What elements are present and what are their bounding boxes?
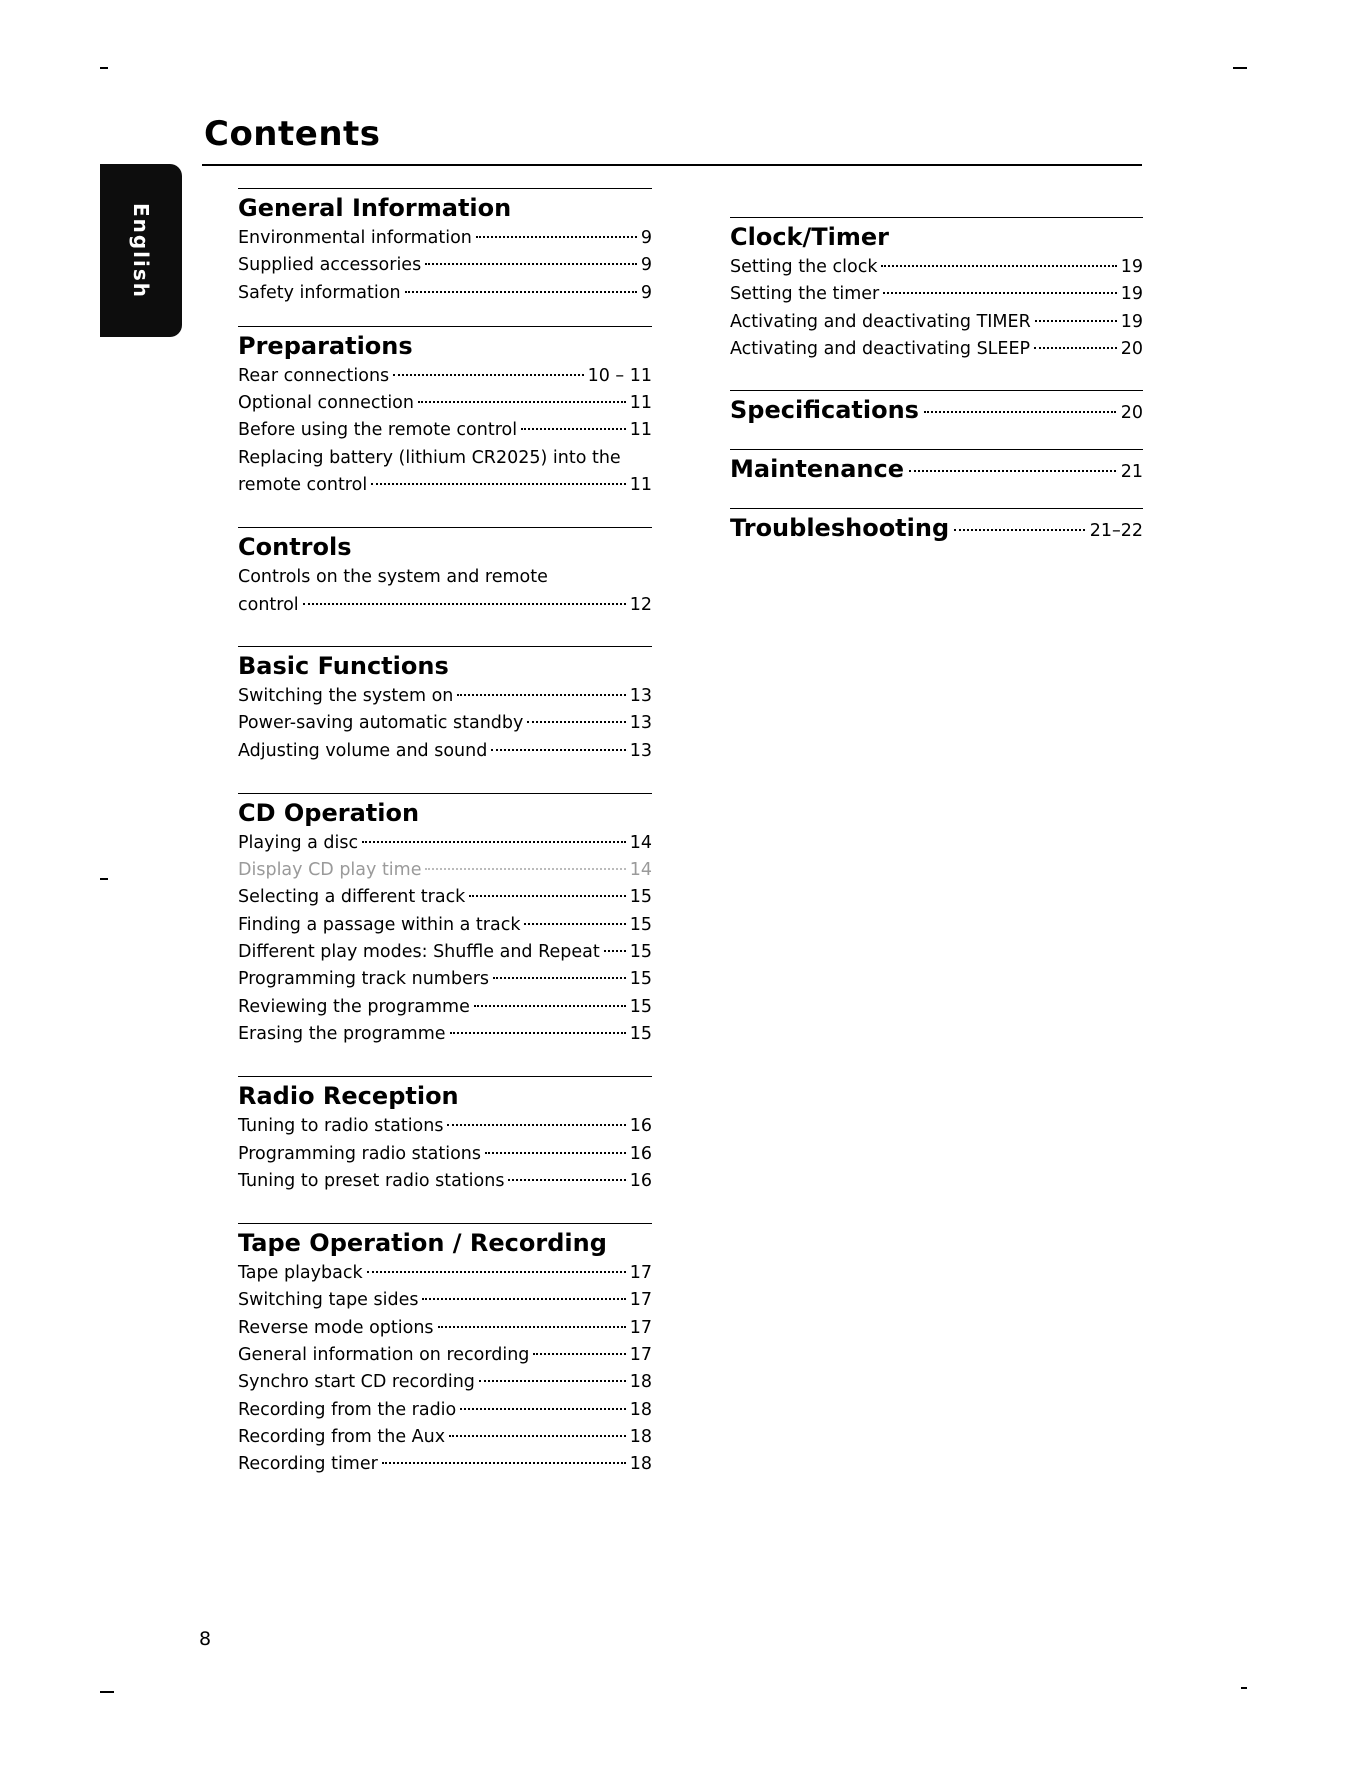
leader-dots bbox=[425, 868, 625, 870]
leader-dots bbox=[524, 923, 625, 925]
toc-page-number: 18 bbox=[629, 1426, 652, 1447]
leader-dots bbox=[508, 1179, 625, 1181]
toc-page-number: 18 bbox=[629, 1454, 652, 1475]
section-rule bbox=[238, 188, 652, 189]
toc-section-cd-operation bbox=[238, 793, 652, 1048]
toc-entry-text: Finding a passage within a track bbox=[238, 914, 521, 935]
section-heading: Preparations bbox=[238, 331, 413, 360]
leader-dots bbox=[909, 470, 1116, 472]
toc-entry-text: Different play modes: Shuffle and Repeat bbox=[238, 942, 600, 963]
toc-page-number: 21 bbox=[1120, 462, 1143, 483]
toc-entry[interactable] bbox=[238, 1342, 652, 1369]
section-rule bbox=[730, 217, 1143, 218]
toc-entry-text: Reverse mode options bbox=[238, 1317, 434, 1338]
leader-dots bbox=[460, 1408, 625, 1410]
toc-page-number: 12 bbox=[629, 594, 652, 615]
section-rule bbox=[238, 326, 652, 327]
toc-entry[interactable] bbox=[238, 857, 652, 884]
toc-entry-text-line1: Controls on the system and remote bbox=[238, 567, 548, 588]
title-rule bbox=[202, 164, 1142, 166]
leader-dots bbox=[438, 1326, 626, 1328]
toc-entry[interactable] bbox=[238, 738, 652, 765]
toc-page-number: 13 bbox=[629, 685, 652, 706]
toc-entry-text: Tape playback bbox=[238, 1263, 363, 1284]
crop-mark bbox=[100, 67, 108, 69]
leader-dots bbox=[371, 483, 626, 485]
crop-mark bbox=[1233, 67, 1247, 69]
toc-entry-text: Environmental information bbox=[238, 228, 472, 248]
leader-dots bbox=[533, 1353, 625, 1355]
toc-entry-text: Synchro start CD recording bbox=[238, 1372, 475, 1393]
toc-entry[interactable] bbox=[238, 1369, 652, 1396]
toc-entry-text: Safety information bbox=[238, 282, 401, 303]
page-number: 8 bbox=[199, 1628, 212, 1650]
toc-entry-text: Erasing the programme bbox=[238, 1023, 446, 1044]
toc-section-specifications bbox=[730, 390, 1143, 427]
leader-dots bbox=[457, 694, 625, 696]
section-rule bbox=[238, 527, 652, 528]
toc-entry[interactable] bbox=[238, 472, 652, 499]
toc-section-basic-functions bbox=[238, 646, 652, 765]
toc-page-number: 15 bbox=[629, 887, 652, 908]
toc-section-tape-operation-recording bbox=[238, 1223, 652, 1478]
toc-entry-text: Activating and deactivating TIMER bbox=[730, 311, 1031, 332]
toc-entry[interactable] bbox=[238, 1113, 652, 1140]
leader-dots bbox=[954, 529, 1085, 531]
toc-entry[interactable] bbox=[238, 1287, 652, 1314]
leader-dots bbox=[303, 603, 626, 605]
toc-entry-text: remote control bbox=[238, 475, 368, 496]
toc-entry[interactable] bbox=[238, 884, 652, 911]
section-rule bbox=[730, 449, 1143, 450]
toc-entry-text: Supplied accessories bbox=[238, 255, 422, 276]
toc-entry-text: Rear connections bbox=[238, 365, 390, 386]
toc-section-preparations bbox=[238, 326, 652, 499]
toc-page-number: 16 bbox=[629, 1170, 652, 1191]
toc-page-number: 9 bbox=[640, 228, 652, 248]
section-heading: Clock/Timer bbox=[730, 223, 889, 251]
toc-page-number: 19 bbox=[1120, 311, 1143, 332]
toc-entry-text: Adjusting volume and sound bbox=[238, 740, 488, 761]
toc-page-number: 19 bbox=[1120, 257, 1143, 277]
toc-entry[interactable] bbox=[730, 336, 1143, 363]
leader-dots bbox=[422, 1298, 625, 1300]
section-rule bbox=[238, 1076, 652, 1077]
toc-entry[interactable] bbox=[238, 1315, 652, 1342]
toc-page-number: 11 bbox=[629, 393, 652, 414]
toc-page-number: 9 bbox=[640, 282, 652, 303]
leader-dots bbox=[527, 721, 625, 723]
leader-dots bbox=[485, 1152, 626, 1154]
toc-entry[interactable] bbox=[238, 1168, 652, 1195]
toc-entry[interactable] bbox=[238, 1424, 652, 1451]
leader-dots bbox=[476, 236, 637, 238]
toc-page-number: 16 bbox=[629, 1116, 652, 1137]
leader-dots bbox=[1035, 320, 1117, 322]
toc-page-number: 21–22 bbox=[1089, 521, 1143, 542]
language-tab bbox=[100, 164, 182, 337]
toc-entry[interactable] bbox=[238, 939, 652, 966]
toc-left-column bbox=[238, 188, 652, 1479]
toc-entry-text: Selecting a different track bbox=[238, 887, 466, 908]
toc-page-number: 19 bbox=[1120, 284, 1143, 305]
section-heading: Tape Operation / Recording bbox=[238, 1229, 607, 1258]
section-heading: Controls bbox=[238, 533, 352, 562]
leader-dots bbox=[382, 1462, 626, 1464]
toc-entry-text: control bbox=[238, 594, 299, 615]
toc-heading-entry[interactable] bbox=[730, 512, 1143, 545]
toc-entry[interactable] bbox=[238, 252, 652, 279]
toc-page-number: 10 – 11 bbox=[587, 365, 652, 386]
toc-page-number: 11 bbox=[629, 420, 652, 441]
toc-heading-entry[interactable] bbox=[730, 453, 1143, 486]
crop-mark bbox=[100, 1691, 114, 1693]
toc-entry[interactable] bbox=[238, 1260, 652, 1287]
toc-section-radio-reception bbox=[238, 1076, 652, 1195]
toc-page-number: 9 bbox=[640, 255, 652, 276]
toc-entry-text: General information on recording bbox=[238, 1345, 530, 1366]
toc-entry-text: Switching tape sides bbox=[238, 1290, 419, 1311]
page-title: Contents bbox=[204, 114, 381, 154]
toc-page-number: 18 bbox=[629, 1399, 652, 1420]
section-heading: Basic Functions bbox=[238, 651, 449, 680]
toc-entry-text: Display CD play time bbox=[238, 860, 422, 881]
leader-dots bbox=[418, 401, 626, 403]
toc-entry-text: Recording from the radio bbox=[238, 1399, 457, 1420]
toc-page-number: 14 bbox=[629, 860, 652, 881]
leader-dots bbox=[881, 265, 1116, 267]
toc-page-number: 15 bbox=[629, 1023, 652, 1044]
toc-entry-text: Setting the timer bbox=[730, 284, 880, 305]
toc-entry[interactable] bbox=[238, 225, 652, 252]
section-heading: Troubleshooting bbox=[730, 514, 950, 543]
toc-section-controls bbox=[238, 527, 652, 619]
leader-dots bbox=[405, 291, 637, 293]
toc-page-number: 17 bbox=[629, 1345, 652, 1366]
toc-entry[interactable] bbox=[238, 280, 652, 307]
section-heading: General Information bbox=[238, 194, 512, 222]
toc-section-clock-timer bbox=[730, 217, 1143, 363]
toc-entry[interactable] bbox=[238, 912, 652, 939]
toc-entry-text: Playing a disc bbox=[238, 832, 359, 853]
leader-dots bbox=[924, 411, 1116, 413]
toc-entry[interactable] bbox=[730, 309, 1143, 336]
toc-entry-text: Before using the remote control bbox=[238, 420, 518, 441]
leader-dots bbox=[425, 263, 637, 265]
section-heading: CD Operation bbox=[238, 798, 420, 827]
leader-dots bbox=[883, 292, 1116, 294]
toc-page-number: 15 bbox=[629, 969, 652, 990]
leader-dots bbox=[474, 1005, 626, 1007]
leader-dots bbox=[447, 1124, 625, 1126]
leader-dots bbox=[493, 977, 626, 979]
toc-page-number: 15 bbox=[629, 942, 652, 963]
section-rule bbox=[238, 646, 652, 647]
toc-entry-text: Setting the clock bbox=[730, 257, 878, 277]
toc-page-number: 16 bbox=[629, 1143, 652, 1164]
toc-entry[interactable] bbox=[238, 1021, 652, 1048]
leader-dots bbox=[450, 1032, 626, 1034]
leader-dots bbox=[491, 749, 625, 751]
toc-entry[interactable] bbox=[730, 281, 1143, 308]
toc-entry[interactable] bbox=[238, 417, 652, 444]
section-heading: Radio Reception bbox=[238, 1082, 459, 1111]
toc-entry-text: Reviewing the programme bbox=[238, 996, 470, 1017]
toc-entry[interactable] bbox=[238, 830, 652, 857]
toc-entry-text: Recording timer bbox=[238, 1454, 378, 1475]
leader-dots bbox=[479, 1380, 626, 1382]
toc-entry[interactable] bbox=[238, 363, 652, 390]
leader-dots bbox=[1034, 347, 1117, 349]
toc-entry-text: Switching the system on bbox=[238, 685, 454, 706]
toc-page-number: 17 bbox=[629, 1290, 652, 1311]
toc-entry[interactable] bbox=[238, 1141, 652, 1168]
section-rule bbox=[238, 793, 652, 794]
toc-page-number: 20 bbox=[1120, 338, 1143, 359]
toc-entry-text: Recording from the Aux bbox=[238, 1426, 446, 1447]
toc-page-number: 11 bbox=[629, 475, 652, 496]
toc-heading-entry[interactable] bbox=[730, 394, 1143, 427]
section-heading: Maintenance bbox=[730, 455, 905, 484]
toc-page-number: 20 bbox=[1120, 403, 1143, 424]
leader-dots bbox=[604, 950, 626, 952]
toc-entry-text: Tuning to radio stations bbox=[238, 1116, 444, 1137]
toc-page-number: 15 bbox=[629, 996, 652, 1017]
section-heading: Specifications bbox=[730, 396, 919, 425]
toc-entry-text: Activating and deactivating SLEEP bbox=[730, 338, 1031, 359]
toc-entry-text-line1: Replacing battery (lithium CR2025) into the bbox=[238, 447, 621, 468]
toc-entry[interactable] bbox=[238, 592, 652, 619]
toc-page-number: 13 bbox=[629, 740, 652, 761]
toc-page-number: 17 bbox=[629, 1263, 652, 1284]
section-rule bbox=[730, 390, 1143, 391]
leader-dots bbox=[449, 1435, 626, 1437]
toc-entry[interactable] bbox=[238, 1397, 652, 1424]
toc-entry-text: Tuning to preset radio stations bbox=[238, 1170, 505, 1191]
toc-section-troubleshooting bbox=[730, 508, 1143, 545]
toc-entry[interactable] bbox=[238, 683, 652, 710]
toc-page-number: 15 bbox=[629, 914, 652, 935]
toc-entry-text: Programming radio stations bbox=[238, 1143, 482, 1164]
toc-entry[interactable] bbox=[238, 390, 652, 417]
toc-entry[interactable] bbox=[238, 710, 652, 737]
section-rule bbox=[730, 508, 1143, 509]
toc-entry-text: Optional connection bbox=[238, 393, 414, 414]
toc-page-number: 18 bbox=[629, 1372, 652, 1393]
toc-page-number: 13 bbox=[629, 713, 652, 734]
toc-page-number: 14 bbox=[629, 832, 652, 853]
leader-dots bbox=[367, 1271, 626, 1273]
leader-dots bbox=[393, 374, 583, 376]
toc-entry[interactable] bbox=[238, 966, 652, 993]
leader-dots bbox=[362, 841, 626, 843]
leader-dots bbox=[469, 895, 625, 897]
toc-page-number: 17 bbox=[629, 1317, 652, 1338]
toc-entry-text: Programming track numbers bbox=[238, 969, 490, 990]
crop-mark bbox=[1241, 1687, 1247, 1689]
toc-entry[interactable] bbox=[238, 1451, 652, 1478]
toc-section-maintenance bbox=[730, 449, 1143, 486]
crop-mark bbox=[100, 878, 108, 880]
toc-right-column bbox=[730, 217, 1143, 545]
toc-section-general-information bbox=[238, 188, 652, 307]
leader-dots bbox=[521, 428, 626, 430]
toc-entry[interactable] bbox=[238, 994, 652, 1021]
toc-entry[interactable] bbox=[730, 254, 1143, 281]
section-rule bbox=[238, 1223, 652, 1224]
toc-entry-text: Power-saving automatic standby bbox=[238, 713, 524, 734]
language-tab-label: English bbox=[129, 202, 153, 299]
